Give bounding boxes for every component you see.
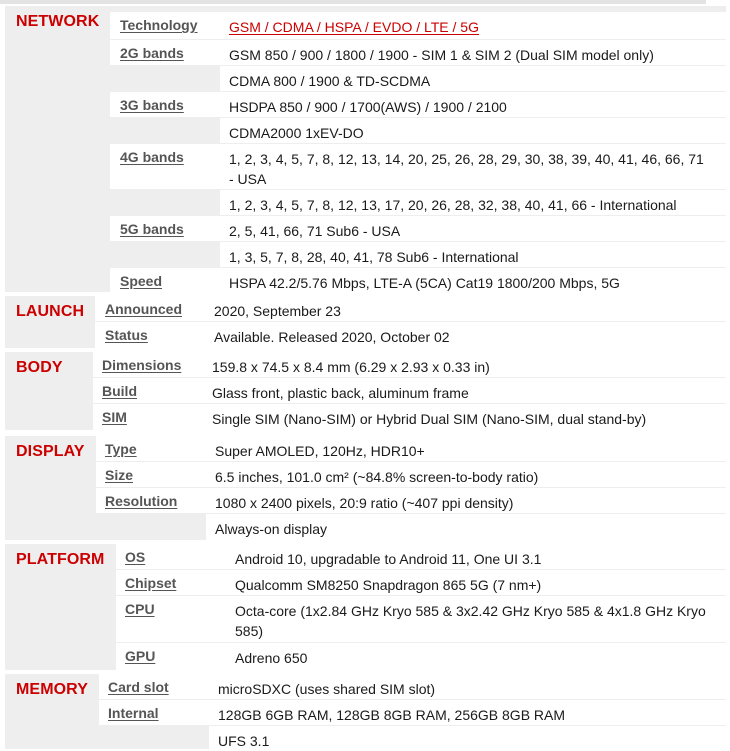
section-body xyxy=(0,352,730,430)
spec-label-speed[interactable]: Speed xyxy=(120,273,163,289)
section-title-body: BODY xyxy=(16,359,63,376)
spec-label-gpu[interactable]: GPU xyxy=(125,648,156,664)
spec-row-card-slot xyxy=(0,674,726,699)
spec-value-5g-bands-extra: 1, 3, 5, 7, 8, 28, 40, 41, 78 Sub6 - International xyxy=(229,249,519,265)
spec-value-5g-bands: 2, 5, 41, 66, 71 Sub6 - USA xyxy=(229,223,401,239)
spec-value-3g-bands: HSDPA 850 / 900 / 1700(AWS) / 1900 / 2100 xyxy=(229,99,507,115)
section-platform xyxy=(0,544,730,670)
section-title-network: NETWORK xyxy=(16,13,100,30)
spec-value-4g-bands-extra: 1, 2, 3, 4, 5, 7, 8, 12, 13, 17, 20, 26, 28, 32, 38, 40, 41, 66 - International xyxy=(229,197,677,213)
spec-value-speed: HSPA 42.2/5.76 Mbps, LTE-A (5CA) Cat19 1800/200 Mbps, 5G xyxy=(229,275,620,291)
spec-label-os[interactable]: OS xyxy=(125,549,146,565)
spec-row-4g-bands-extra xyxy=(0,190,726,215)
spec-row-size xyxy=(0,462,726,487)
spec-row-speed xyxy=(0,268,726,292)
spec-value-os: Android 10, upgradable to Android 11, One UI 3.1 xyxy=(235,551,542,567)
spec-value-technology[interactable]: GSM / CDMA / HSPA / EVDO / LTE / 5G xyxy=(229,19,479,35)
spec-row-build xyxy=(0,378,726,403)
spec-value-build: Glass front, plastic back, aluminum frame xyxy=(212,385,469,401)
spec-value-3g-bands-extra: CDMA2000 1xEV-DO xyxy=(229,125,364,141)
spec-label-2g-bands[interactable]: 2G bands xyxy=(120,45,184,61)
spec-row-gpu xyxy=(0,643,726,670)
spec-label-3g-bands[interactable]: 3G bands xyxy=(120,97,184,113)
spec-value-sim: Single SIM (Nano-SIM) or Hybrid Dual SIM (Nano-SIM, dual stand-by) xyxy=(212,411,647,427)
spec-value-cpu: Octa-core (1x2.84 GHz Kryo 585 & 3x2.42 GHz Kryo 585 & 4x1.8 GHz Kryo 585) xyxy=(235,603,706,639)
spec-row-announced xyxy=(0,296,726,321)
spec-row-2g-bands-extra xyxy=(0,66,726,91)
spec-label-technology[interactable]: Technology xyxy=(120,17,198,33)
spec-label-5g-bands[interactable]: 5G bands xyxy=(120,221,184,237)
section-launch xyxy=(0,296,730,348)
section-title-launch: LAUNCH xyxy=(16,303,85,320)
spec-label-build[interactable]: Build xyxy=(102,383,137,399)
spec-row-resolution xyxy=(0,488,726,513)
spec-row-5g-bands-extra xyxy=(0,242,726,267)
spec-value-2g-bands: GSM 850 / 900 / 1800 / 1900 - SIM 1 & SIM 2 (Dual SIM model only) xyxy=(229,47,654,63)
spec-label-internal[interactable]: Internal xyxy=(108,705,159,721)
spec-row-4g-bands xyxy=(0,144,726,189)
spec-value-type: Super AMOLED, 120Hz, HDR10+ xyxy=(215,443,425,459)
spec-row-os xyxy=(0,544,726,569)
spec-row-internal xyxy=(0,700,726,725)
spec-row-3g-bands-extra xyxy=(0,118,726,143)
spec-value-display-extra: Always-on display xyxy=(215,521,328,537)
section-memory xyxy=(0,674,730,749)
spec-value-dimensions: 159.8 x 74.5 x 8.4 mm (6.29 x 2.93 x 0.33 in) xyxy=(212,359,490,375)
section-title-display: DISPLAY xyxy=(16,443,85,460)
spec-value-gpu: Adreno 650 xyxy=(235,650,308,666)
spec-label-status[interactable]: Status xyxy=(105,327,148,343)
spec-row-3g-bands xyxy=(0,92,726,117)
spec-row-status xyxy=(0,322,726,348)
spec-label-type[interactable]: Type xyxy=(105,441,137,457)
spec-row-cpu xyxy=(0,596,726,642)
spec-value-internal: 128GB 6GB RAM, 128GB 8GB RAM, 256GB 8GB RAM xyxy=(218,707,566,723)
spec-value-announced: 2020, September 23 xyxy=(214,303,341,319)
top-divider xyxy=(0,0,706,4)
spec-value-card-slot: microSDXC (uses shared SIM slot) xyxy=(218,681,436,697)
spec-row-display-extra xyxy=(0,514,726,540)
spec-label-size[interactable]: Size xyxy=(105,467,134,483)
spec-label-cpu[interactable]: CPU xyxy=(125,601,155,617)
spec-row-chipset xyxy=(0,570,726,595)
spec-row-sim xyxy=(0,404,726,430)
spec-label-resolution[interactable]: Resolution xyxy=(105,493,178,509)
section-title-platform: PLATFORM xyxy=(16,551,105,568)
spec-row-5g-bands xyxy=(0,216,726,241)
spec-value-2g-bands-extra: CDMA 800 / 1900 & TD-SCDMA xyxy=(229,73,431,89)
spec-label-dimensions[interactable]: Dimensions xyxy=(102,357,182,373)
spec-label-sim[interactable]: SIM xyxy=(102,409,127,425)
spec-label-4g-bands[interactable]: 4G bands xyxy=(120,149,184,165)
spec-label-announced[interactable]: Announced xyxy=(105,301,182,317)
section-display xyxy=(0,436,730,540)
spec-row-type xyxy=(0,436,726,461)
section-title-memory: MEMORY xyxy=(16,681,89,698)
spec-row-technology xyxy=(0,12,726,39)
spec-label-card-slot[interactable]: Card slot xyxy=(108,679,169,695)
spec-value-status: Available. Released 2020, October 02 xyxy=(214,329,450,345)
spec-value-chipset: Qualcomm SM8250 Snapdragon 865 5G (7 nm+) xyxy=(235,577,542,593)
spec-value-internal-extra: UFS 3.1 xyxy=(218,733,270,749)
spec-row-2g-bands xyxy=(0,40,726,65)
section-network xyxy=(0,6,730,292)
spec-row-dimensions xyxy=(0,352,726,377)
spec-row-internal-extra xyxy=(0,726,726,749)
spec-value-resolution: 1080 x 2400 pixels, 20:9 ratio (~407 ppi density) xyxy=(215,495,514,511)
spec-value-size: 6.5 inches, 101.0 cm² (~84.8% screen-to-body ratio) xyxy=(215,469,539,485)
spec-value-4g-bands: 1, 2, 3, 4, 5, 7, 8, 12, 13, 14, 20, 25, 26, 28, 29, 30, 38, 39, 40, 41, 46, 66, 71 - USA xyxy=(229,151,704,187)
spec-label-chipset[interactable]: Chipset xyxy=(125,575,177,591)
